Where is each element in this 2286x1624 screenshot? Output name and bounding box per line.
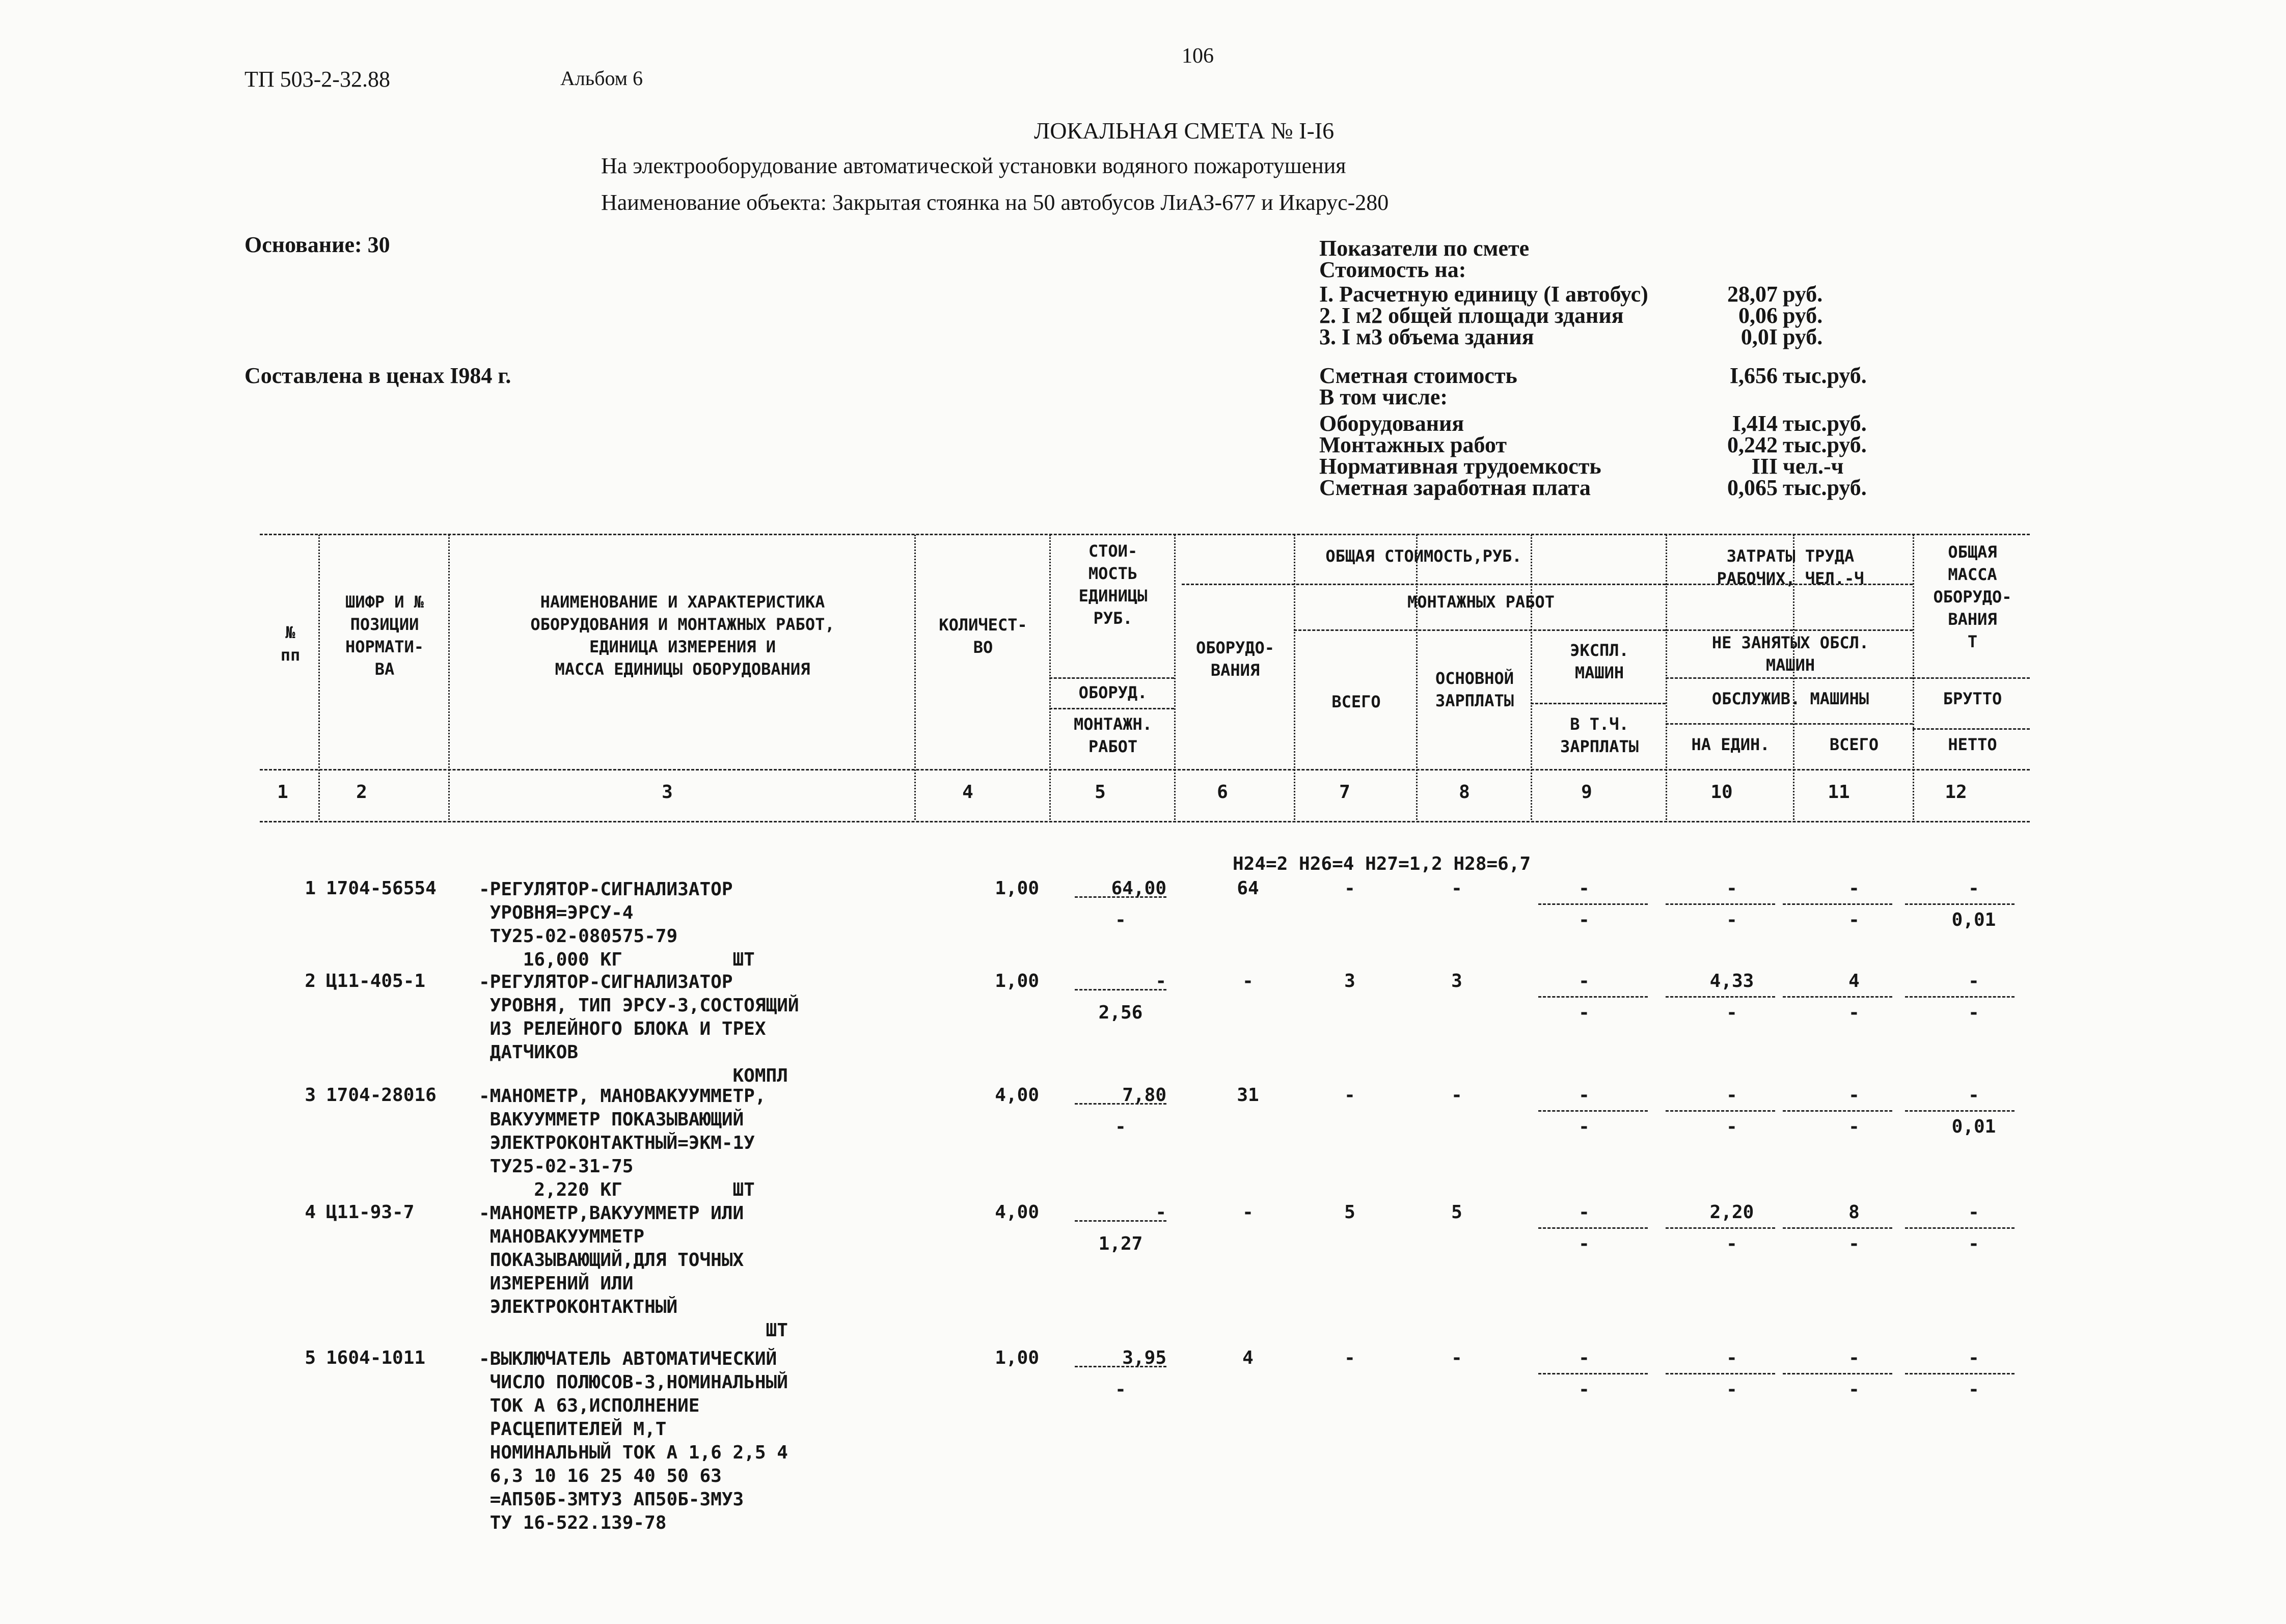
row-basic-wage: - bbox=[1451, 1347, 1462, 1368]
indicator-label: Показатели по смете bbox=[1319, 236, 1530, 261]
col-number: 11 bbox=[1828, 782, 1850, 803]
row-dash-sep bbox=[1666, 1227, 1775, 1229]
indicator-label: Сметная стоимость bbox=[1319, 363, 1517, 388]
row-mass-brutto: - bbox=[1968, 1202, 1979, 1223]
th-labor-sub: НЕ ЗАНЯТЫХ ОБСЛ. МАШИН bbox=[1711, 633, 1869, 675]
indicator-unit: руб. bbox=[1783, 282, 1823, 307]
row-labor: 4,33 bbox=[1709, 971, 1754, 992]
th-machines: ЭКСПЛ. МАШИН bbox=[1570, 641, 1629, 682]
indicator-value: 0,0I bbox=[1740, 324, 1778, 349]
row-number: 3 bbox=[305, 1085, 316, 1106]
header-rule-mont bbox=[1294, 629, 1666, 631]
row-serv-total: - bbox=[1848, 1116, 1860, 1137]
indicator-row bbox=[1319, 325, 1981, 349]
row-dash-sep bbox=[1783, 1110, 1892, 1112]
row-dash-sep bbox=[1783, 996, 1892, 998]
row-dash-sep bbox=[1666, 1373, 1775, 1374]
row-number: 1 bbox=[305, 878, 316, 899]
row-mont-total: - bbox=[1344, 1347, 1355, 1368]
row-dash-sep bbox=[1783, 903, 1892, 905]
basis-label: Основание: 30 bbox=[244, 232, 390, 257]
col-number: 1 bbox=[277, 782, 288, 803]
table-col-separator bbox=[1049, 535, 1051, 820]
coefficients-line: Н24=2 Н26=4 Н27=1,2 Н28=6,7 bbox=[1233, 854, 1531, 874]
th-total-cost: ОБЩАЯ СТОИМОСТЬ,РУБ. bbox=[1325, 546, 1522, 566]
row-description: -РЕГУЛЯТОР-СИГНАЛИЗАТОР УРОВНЯ, ТИП ЭРСУ-3,СОСТОЯЩИЙ ИЗ РЕЛЕЙНОГО БЛОКА И ТРЕХ ДАТЧИКОВ КОМПЛ bbox=[479, 972, 799, 1086]
row-basic-wage: - bbox=[1451, 878, 1462, 899]
th-mass: ОБЩАЯ МАССА ОБОРУДО- ВАНИЯ Т bbox=[1933, 542, 2012, 651]
row-mass-netto: 0,01 bbox=[1951, 910, 1996, 930]
row-dash-sep bbox=[1666, 1110, 1775, 1112]
row-machines-wage: - bbox=[1579, 1002, 1590, 1023]
th-brutto: БРУТТО bbox=[1943, 689, 2002, 708]
row-serv-total: - bbox=[1848, 910, 1860, 930]
row-serv-total: - bbox=[1848, 1002, 1860, 1023]
th-labor: ЗАТРАТЫ ТРУДА РАБОЧИХ, ЧЕЛ.-Ч bbox=[1717, 546, 1864, 588]
table-col-separator bbox=[1294, 535, 1295, 820]
row-description: -РЕГУЛЯТОР-СИГНАЛИЗАТОР УРОВНЯ=ЭРСУ-4 ТУ25-02-080575-79 16,000 КГ ШТ bbox=[479, 879, 755, 970]
indicator-unit: руб. bbox=[1783, 324, 1823, 349]
row-code: 1704-28016 bbox=[326, 1085, 437, 1106]
col-number: 2 bbox=[356, 782, 367, 803]
row-dash-sep bbox=[1783, 1373, 1892, 1374]
th-unit-equip: ОБОРУД. bbox=[1078, 683, 1148, 702]
row-dash-sep bbox=[1075, 1366, 1166, 1367]
header-rule-serv bbox=[1666, 723, 1913, 725]
row-mass-brutto: - bbox=[1968, 1085, 1979, 1106]
table-col-separator bbox=[1416, 535, 1418, 820]
header-rule-c5a bbox=[1049, 677, 1174, 679]
indicator-label: Монтажных работ bbox=[1319, 432, 1507, 457]
row-serv-total: - bbox=[1848, 1379, 1860, 1400]
row-dash-sep bbox=[1666, 996, 1775, 998]
row-mass-netto: - bbox=[1968, 1233, 1979, 1254]
row-qty: 4,00 bbox=[995, 1085, 1039, 1106]
row-mass-brutto: - bbox=[1968, 971, 1979, 992]
table-col-separator bbox=[1913, 535, 1914, 820]
estimate-subtitle-2: Наименование объекта: Закрытая стоянка на 50 автобусов ЛиАЗ-677 и Икарус-280 bbox=[601, 190, 1389, 215]
row-basic-wage: - bbox=[1451, 1085, 1462, 1106]
indicator-value: 0,242 bbox=[1727, 432, 1778, 457]
row-qty: 1,00 bbox=[995, 878, 1039, 899]
table-rule-head-bottom bbox=[260, 769, 2030, 770]
th-unit-mont: МОНТАЖН. РАБОТ bbox=[1073, 714, 1153, 756]
row-number: 4 bbox=[305, 1202, 316, 1223]
indicator-unit: руб. bbox=[1783, 303, 1823, 328]
indicator-value: 0,065 bbox=[1727, 475, 1778, 500]
table-col-separator bbox=[448, 535, 450, 820]
th-qty: КОЛИЧЕСТ- ВО bbox=[939, 615, 1027, 657]
row-machines-wage: - bbox=[1579, 910, 1590, 930]
th-machines-wage: В Т.Ч. ЗАРПЛАТЫ bbox=[1560, 714, 1639, 756]
row-serv: 4 bbox=[1848, 971, 1860, 992]
indicator-label: I. Расчетную единицу (I автобус) bbox=[1319, 282, 1648, 307]
row-machines-wage: - bbox=[1579, 1116, 1590, 1137]
indicator-row bbox=[1319, 476, 1981, 500]
doc-code: ТП 503-2-32.88 bbox=[244, 67, 390, 92]
row-machines: - bbox=[1579, 971, 1590, 992]
th-serv: ОБСЛУЖИВ. МАШИНЫ bbox=[1711, 689, 1869, 708]
col-number: 7 bbox=[1339, 782, 1350, 803]
row-machines-wage: - bbox=[1579, 1233, 1590, 1254]
row-machines: - bbox=[1579, 1202, 1590, 1223]
table-col-separator bbox=[1666, 535, 1667, 820]
row-unit-mont: - bbox=[1115, 1379, 1126, 1400]
row-dash-sep bbox=[1905, 903, 2015, 905]
col-number: 12 bbox=[1945, 782, 1967, 803]
indicator-value: 28,07 bbox=[1727, 282, 1778, 307]
row-description: -МАНОМЕТР, МАНОВАКУУММЕТР, ВАКУУММЕТР ПОКАЗЫВАЮЩИЙ ЭЛЕКТРОКОНТАКТНЫЙ=ЭКМ-1У ТУ25-02-31-75 2,220 КГ ШТ bbox=[479, 1086, 766, 1200]
col-number: 4 bbox=[962, 782, 973, 803]
row-dash-sep bbox=[1905, 1227, 2015, 1229]
th-netto: НЕТТО bbox=[1948, 735, 1997, 754]
row-equip-total: - bbox=[1242, 971, 1254, 992]
row-code: 1704-56554 bbox=[326, 878, 437, 899]
row-number: 2 bbox=[305, 971, 316, 992]
row-dash-sep bbox=[1905, 996, 2015, 998]
row-serv: - bbox=[1848, 1347, 1860, 1368]
row-machines: - bbox=[1579, 1085, 1590, 1106]
row-mass-brutto: - bbox=[1968, 878, 1979, 899]
indicator-value: I,656 bbox=[1729, 363, 1778, 388]
indicator-label: 3. I м3 объема здания bbox=[1319, 324, 1534, 349]
row-description: -ВЫКЛЮЧАТЕЛЬ АВТОМАТИЧЕСКИЙ ЧИСЛО ПОЛЮСОВ-3,НОМИНАЛЬНЫЙ ТОК А 63,ИСПОЛНЕНИЕ РАСЦЕПИТЕЛЕЙ М,Т НОМИНАЛЬНЫЙ ТОК А 1,6 2,5 4 6,3 10 16 25 40 50 63 =АП50Б-3МТУ3 АП50Б-3МУ3 ТУ 16-522.139-78 bbox=[479, 1348, 788, 1533]
row-labor: - bbox=[1726, 878, 1737, 899]
row-description: -МАНОМЕТР,ВАКУУММЕТР ИЛИ МАНОВАКУУММЕТР ПОКАЗЫВАЮЩИЙ,ДЛЯ ТОЧНЫХ ИЗМЕРЕНИЙ ИЛИ ЭЛЕКТРОКОНТАКТНЫЙ ШТ bbox=[479, 1203, 788, 1341]
indicator-value: I,4I4 bbox=[1732, 411, 1778, 436]
row-unit-mont: 1,27 bbox=[1098, 1233, 1143, 1254]
row-dash-sep bbox=[1538, 1227, 1648, 1229]
th-name: НАИМЕНОВАНИЕ И ХАРАКТЕРИСТИКА ОБОРУДОВАНИЯ И МОНТАЖНЫХ РАБОТ, ЕДИНИЦА ИЗМЕРЕНИЯ И МАССА ЕДИНИЦЫ ОБОРУДОВАНИЯ bbox=[530, 592, 835, 679]
row-serv: - bbox=[1848, 878, 1860, 899]
indicator-label: 2. I м2 общей площади здания bbox=[1319, 303, 1624, 328]
row-dash-sep bbox=[1538, 996, 1648, 998]
th-equip: ОБОРУДО- ВАНИЯ bbox=[1195, 638, 1275, 680]
row-mass-netto: 0,01 bbox=[1951, 1116, 1996, 1137]
row-machines-wage: - bbox=[1579, 1379, 1590, 1400]
row-unit-equip: 3,95 bbox=[1122, 1347, 1166, 1368]
row-mont-total: 5 bbox=[1344, 1202, 1355, 1223]
row-code: 1604-1011 bbox=[326, 1347, 426, 1368]
indicator-value: III bbox=[1751, 454, 1778, 479]
row-labor: - bbox=[1726, 1347, 1737, 1368]
row-dash-sep bbox=[1905, 1110, 2015, 1112]
row-number: 5 bbox=[305, 1347, 316, 1368]
row-dash-sep bbox=[1538, 1373, 1648, 1374]
table-col-separator bbox=[1174, 535, 1176, 820]
indicator-label: Стоимость на: bbox=[1319, 257, 1466, 282]
row-serv: - bbox=[1848, 1085, 1860, 1106]
th-serv-total: ВСЕГО bbox=[1829, 735, 1879, 754]
row-dash-sep bbox=[1075, 1103, 1166, 1105]
row-labor-machines: - bbox=[1726, 1233, 1737, 1254]
row-unit-equip: - bbox=[1155, 971, 1166, 992]
row-equip-total: - bbox=[1242, 1202, 1254, 1223]
row-code: Ц11-405-1 bbox=[326, 971, 426, 992]
row-serv: 8 bbox=[1848, 1202, 1860, 1223]
row-qty: 1,00 bbox=[995, 1347, 1039, 1368]
row-labor: 2,20 bbox=[1709, 1202, 1754, 1223]
th-unit-cost: СТОИ- МОСТЬ ЕДИНИЦЫ РУБ. bbox=[1078, 541, 1148, 628]
row-equip-total: 64 bbox=[1237, 878, 1259, 899]
indicator-value: 0,06 bbox=[1738, 303, 1778, 328]
row-mass-netto: - bbox=[1968, 1002, 1979, 1023]
table-col-separator bbox=[318, 535, 320, 820]
row-unit-mont: - bbox=[1115, 910, 1126, 930]
indicator-unit: тыс.руб. bbox=[1783, 432, 1867, 457]
row-dash-sep bbox=[1075, 1220, 1166, 1222]
table-col-separator bbox=[914, 535, 916, 820]
album-label: Альбом 6 bbox=[560, 67, 643, 90]
th-mont-total: ВСЕГО bbox=[1331, 692, 1381, 711]
th-code: ШИФР И № ПОЗИЦИИ НОРМАТИ- ВА bbox=[345, 592, 424, 679]
th-npp: № пп bbox=[280, 623, 301, 665]
row-code: Ц11-93-7 bbox=[326, 1202, 415, 1223]
indicator-label: Оборудования bbox=[1319, 411, 1464, 436]
row-labor-machines: - bbox=[1726, 1116, 1737, 1137]
row-qty: 4,00 bbox=[995, 1202, 1039, 1223]
row-unit-equip: 64,00 bbox=[1111, 878, 1166, 899]
row-machines: - bbox=[1579, 1347, 1590, 1368]
row-basic-wage: 3 bbox=[1451, 971, 1462, 992]
row-basic-wage: 5 bbox=[1451, 1202, 1462, 1223]
header-rule-c12 bbox=[1913, 677, 2030, 679]
page-number: 106 bbox=[1182, 44, 1214, 68]
col-number: 8 bbox=[1459, 782, 1470, 803]
row-equip-total: 4 bbox=[1242, 1347, 1254, 1368]
indicator-row bbox=[1319, 386, 1981, 409]
row-mont-total: - bbox=[1344, 878, 1355, 899]
col-number: 5 bbox=[1095, 782, 1106, 803]
header-rule-labor-sub2 bbox=[1666, 677, 1913, 679]
col-number: 10 bbox=[1710, 782, 1733, 803]
th-serv-unit: НА ЕДИН. bbox=[1691, 735, 1770, 754]
row-labor: - bbox=[1726, 1085, 1737, 1106]
header-rule-c5b bbox=[1049, 708, 1174, 709]
indicator-unit: тыс.руб. bbox=[1783, 411, 1867, 436]
header-rule-c9 bbox=[1531, 703, 1666, 704]
indicator-unit: тыс.руб. bbox=[1783, 363, 1867, 388]
header-rule-c12b bbox=[1913, 728, 2030, 730]
row-labor-machines: - bbox=[1726, 1002, 1737, 1023]
indicator-label: Сметная заработная плата bbox=[1319, 475, 1591, 500]
row-unit-equip: - bbox=[1155, 1202, 1166, 1223]
row-dash-sep bbox=[1075, 896, 1166, 898]
row-mass-netto: - bbox=[1968, 1379, 1979, 1400]
row-mont-total: - bbox=[1344, 1085, 1355, 1106]
col-number: 3 bbox=[662, 782, 673, 803]
row-dash-sep bbox=[1905, 1373, 2015, 1374]
indicator-unit: чел.-ч bbox=[1783, 454, 1844, 479]
row-machines: - bbox=[1579, 878, 1590, 899]
indicator-label: В том числе: bbox=[1319, 384, 1448, 409]
row-dash-sep bbox=[1783, 1227, 1892, 1229]
row-labor-machines: - bbox=[1726, 910, 1737, 930]
indicator-unit: тыс.руб. bbox=[1783, 475, 1867, 500]
estimate-subtitle-1: На электрооборудование автоматической установки водяного пожаротушения bbox=[601, 153, 1346, 178]
row-dash-sep bbox=[1538, 903, 1648, 905]
row-equip-total: 31 bbox=[1237, 1085, 1259, 1106]
table-rule-num-bottom bbox=[260, 821, 2030, 822]
table-col-separator bbox=[1531, 535, 1532, 820]
th-mont: МОНТАЖНЫХ РАБОТ bbox=[1407, 592, 1555, 612]
row-serv-total: - bbox=[1848, 1233, 1860, 1254]
row-dash-sep bbox=[1666, 903, 1775, 905]
row-labor-machines: - bbox=[1726, 1379, 1737, 1400]
col-number: 9 bbox=[1581, 782, 1592, 803]
indicator-label: Нормативная трудоемкость bbox=[1319, 454, 1601, 479]
row-mass-brutto: - bbox=[1968, 1347, 1979, 1368]
header-rule-labor-sub bbox=[1666, 629, 1913, 631]
row-unit-mont: 2,56 bbox=[1098, 1002, 1143, 1023]
prices-label: Составлена в ценах I984 г. bbox=[244, 363, 511, 388]
row-unit-mont: - bbox=[1115, 1116, 1126, 1137]
row-dash-sep bbox=[1538, 1110, 1648, 1112]
col-number: 6 bbox=[1217, 782, 1228, 803]
row-mont-total: 3 bbox=[1344, 971, 1355, 992]
table-rule-top bbox=[260, 534, 2030, 535]
header-rule-total-cost bbox=[1182, 584, 1666, 585]
th-basic-wage: ОСНОВНОЙ ЗАРПЛАТЫ bbox=[1435, 669, 1514, 710]
row-dash-sep bbox=[1075, 989, 1166, 990]
row-qty: 1,00 bbox=[995, 971, 1039, 992]
indicator-row bbox=[1319, 258, 1981, 282]
estimate-title: ЛОКАЛЬНАЯ СМЕТА № I-I6 bbox=[1034, 118, 1335, 144]
row-unit-equip: 7,80 bbox=[1122, 1085, 1166, 1106]
